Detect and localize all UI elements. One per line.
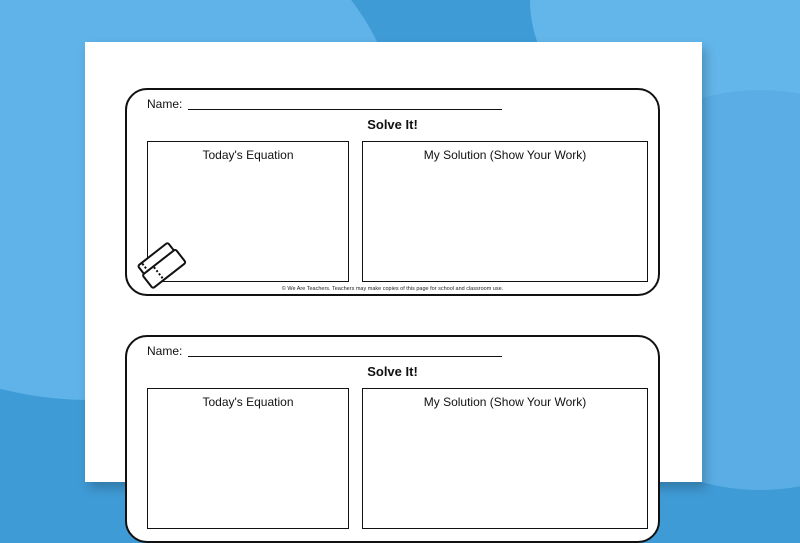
name-label: Name: [147, 97, 183, 111]
equation-box-label: Today's Equation [202, 395, 294, 409]
solution-box [362, 388, 648, 529]
solution-box-label: My Solution (Show Your Work) [423, 395, 587, 409]
card-title: Solve It! [367, 364, 418, 379]
equation-box-label: Today's Equation [202, 148, 294, 162]
name-line [188, 356, 502, 357]
solution-box [362, 141, 648, 282]
copyright-note: © We Are Teachers. Teachers may make copies of this page for school and classroom use. [281, 286, 504, 292]
equation-box [147, 388, 349, 529]
name-line [188, 109, 502, 110]
solution-box-label: My Solution (Show Your Work) [423, 148, 587, 162]
card-title: Solve It! [367, 117, 418, 132]
name-label: Name: [147, 344, 183, 358]
worksheet-page [85, 42, 702, 482]
worksheet-card [125, 335, 660, 543]
worksheet-card [125, 88, 660, 296]
